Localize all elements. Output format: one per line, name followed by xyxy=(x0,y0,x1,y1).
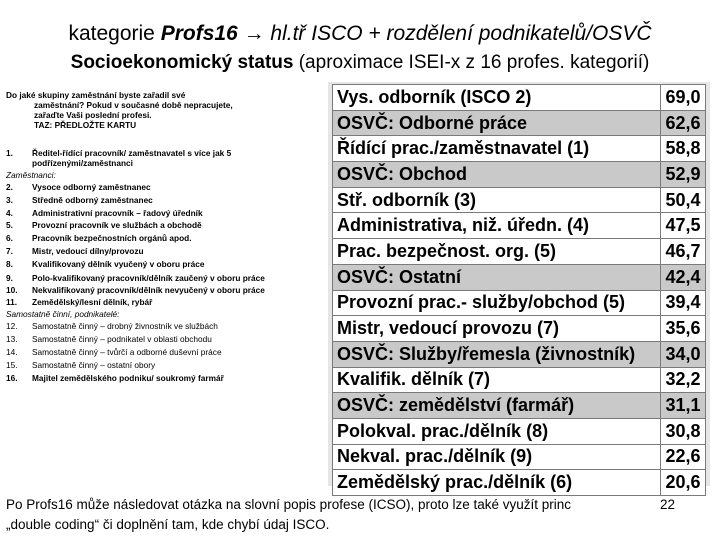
status-score: 42,4 xyxy=(661,264,706,290)
ranking-row xyxy=(333,393,706,419)
option-number: 8. xyxy=(6,258,13,269)
option-number: 4. xyxy=(6,207,13,218)
option-number: 14. xyxy=(6,346,18,357)
slide-title xyxy=(0,22,720,46)
occupation-category: Polokval. prac./dělník (8) xyxy=(333,418,661,444)
option-text: Středně odborný zaměstnanec xyxy=(32,194,153,205)
ranking-row xyxy=(333,187,706,213)
status-score: 39,4 xyxy=(661,290,706,316)
selfemployed-group-label: Samostatně činní, podnikatelé: xyxy=(6,309,120,320)
option-text: Nekvalifikovaný pracovník/dělník nevyučený v oboru práce xyxy=(32,284,265,295)
status-score: 31,1 xyxy=(661,393,706,419)
occupation-category: Provozní prac.- služby/obchod (5) xyxy=(333,290,661,316)
footer-line: Po Profs16 může následovat otázka na slovní popis profese (ICSO), proto lze také využít princ xyxy=(6,497,572,512)
employees-group-label: Zaměstnanci: xyxy=(6,170,56,180)
option-text: Samostatně činný – drobný živnostník ve službách xyxy=(32,321,218,332)
option-text: Zemědělský/lesní dělník, rybář xyxy=(32,296,153,307)
answer-option xyxy=(6,285,324,295)
occupation-category: OSVČ: Služby/řemesla (živnostník) xyxy=(333,341,661,367)
occupation-category: Administrativa, niž. úředn. (4) xyxy=(333,213,661,239)
ranking-row xyxy=(333,162,706,188)
answer-option xyxy=(6,245,324,258)
ranking-rows xyxy=(333,85,706,496)
socioeconomic-status-table xyxy=(332,84,706,496)
status-score: 69,0 xyxy=(661,85,706,111)
answer-option xyxy=(6,219,324,232)
answer-option xyxy=(6,359,324,372)
ranking-row xyxy=(333,239,706,265)
ranking-row xyxy=(333,470,706,496)
status-score: 46,7 xyxy=(661,239,706,265)
option-number: 7. xyxy=(6,245,13,256)
option-number: 6. xyxy=(6,233,13,244)
answer-option xyxy=(6,148,324,168)
option-number: 12. xyxy=(6,321,18,332)
option-number: 10. xyxy=(6,284,18,295)
option-number: 5. xyxy=(6,220,13,231)
occupation-category: Zemědělský prac./dělník (6) xyxy=(333,470,661,496)
option-number: 13. xyxy=(6,334,18,345)
occupation-category: Řídící prac./zaměstnavatel (1) xyxy=(333,136,661,162)
option-text: Samostatně činný – ostatní obory xyxy=(32,359,156,370)
ranking-row xyxy=(333,316,706,342)
page-number: 22 xyxy=(660,497,676,512)
ranking-row xyxy=(333,444,706,470)
subtitle-bold: Socioekonomický status xyxy=(70,52,294,73)
answer-option xyxy=(6,273,324,283)
option-text: Mistr, vedoucí dílny/provozu xyxy=(32,245,144,256)
occupation-category: OSVČ: Ostatní xyxy=(333,264,661,290)
option-text: Samostatně činný – tvůrčí a odborné duševní práce xyxy=(32,346,222,357)
answer-option xyxy=(6,333,324,346)
ranking-row xyxy=(333,110,706,136)
answer-options xyxy=(6,148,324,168)
option-number: 1. xyxy=(6,148,13,158)
occupation-category: OSVČ: zemědělství (farmář) xyxy=(333,393,661,419)
selfemployed-options xyxy=(6,320,324,384)
option-number: 15. xyxy=(6,359,18,370)
ranking-row xyxy=(333,290,706,316)
title-variable-name: Profs16 xyxy=(160,22,238,45)
footer-note xyxy=(6,495,706,535)
status-score: 58,8 xyxy=(661,136,706,162)
occupation-category: OSVČ: Odborné práce xyxy=(333,110,661,136)
status-score: 30,8 xyxy=(661,418,706,444)
option-text: Administrativní pracovník – řadový úředník xyxy=(32,207,203,218)
ranking-row xyxy=(333,418,706,444)
question-line: zaměstnání? Pokud v současné době nepracujete, xyxy=(34,100,233,110)
answer-option xyxy=(6,232,324,245)
status-score: 52,9 xyxy=(661,162,706,188)
option-text: Ředitel-řídící pracovník/ zaměstnavatel s více jak 5 podřízenými/zaměstnanci xyxy=(32,148,232,168)
option-number: 2. xyxy=(6,182,13,192)
option-number: 11. xyxy=(6,296,18,307)
ranking-row xyxy=(333,264,706,290)
questionnaire-panel xyxy=(6,90,324,490)
occupation-category: Vys. odborník (ISCO 2) xyxy=(333,85,661,111)
answer-option xyxy=(6,181,324,194)
status-score: 20,6 xyxy=(661,470,706,496)
ranking-row xyxy=(333,136,706,162)
question-line: zařaďte Vaši poslední profesi. xyxy=(34,110,152,120)
occupation-category: Kvalifik. dělník (7) xyxy=(333,367,661,393)
ranking-row xyxy=(333,367,706,393)
slide-subtitle xyxy=(0,52,720,74)
answer-option xyxy=(6,258,324,271)
status-score: 62,6 xyxy=(661,110,706,136)
status-score: 50,4 xyxy=(661,187,706,213)
option-text: Majitel zemědělského podniku/ soukromý farmář xyxy=(32,372,224,383)
option-number: 16. xyxy=(6,372,18,383)
option-text: Vysoce odborný zaměstnanec xyxy=(32,182,151,192)
question-line: Do jaké skupiny zaměstnání byste zařadil své xyxy=(6,90,186,100)
subtitle-rest: (aproximace ISEI-x z 16 profes. kategorií) xyxy=(293,52,650,73)
interviewer-instruction: TAZ: PŘEDLOŽTE KARTU xyxy=(34,120,137,130)
ranking-row xyxy=(333,85,706,111)
title-prefix: kategorie xyxy=(68,22,161,45)
status-score: 34,0 xyxy=(661,341,706,367)
answer-option xyxy=(6,372,324,385)
option-text: Kvalifikovaný dělník vyučený v oboru práce xyxy=(32,258,205,269)
title-rest: → hl.tř ISCO + rozdělení podnikatelů/OSVČ xyxy=(237,22,652,45)
answer-option xyxy=(6,194,324,207)
ranking-row xyxy=(333,213,706,239)
question-text xyxy=(6,90,324,130)
occupation-category: Mistr, vedoucí provozu (7) xyxy=(333,316,661,342)
answer-option xyxy=(6,207,324,220)
status-score: 35,6 xyxy=(661,316,706,342)
option-text: Polo-kvalifikovaný pracovník/dělník zaučený v oboru práce xyxy=(32,272,265,283)
option-number: 9. xyxy=(6,272,13,283)
option-text: Samostatně činný – podnikatel v oblasti obchodu xyxy=(32,334,212,345)
option-text: Provozní pracovník ve službách a obchodě xyxy=(32,220,202,231)
answer-option xyxy=(6,346,324,359)
status-score: 47,5 xyxy=(661,213,706,239)
ranking-row xyxy=(333,341,706,367)
status-score: 22,6 xyxy=(661,444,706,470)
occupation-category: Nekval. prac./dělník (9) xyxy=(333,444,661,470)
answer-option xyxy=(6,296,324,309)
answer-option xyxy=(6,320,324,333)
option-number: 3. xyxy=(6,194,13,205)
footer-line: „double coding“ či doplnění tam, kde chybí údaj ISCO. xyxy=(6,517,330,532)
occupation-category: Stř. odborník (3) xyxy=(333,187,661,213)
employee-options xyxy=(6,181,324,308)
occupation-category: OSVČ: Obchod xyxy=(333,162,661,188)
option-text: Pracovník bezpečnostních orgánů apod. xyxy=(32,233,192,244)
occupation-category: Prac. bezpečnost. org. (5) xyxy=(333,239,661,265)
status-score: 32,2 xyxy=(661,367,706,393)
